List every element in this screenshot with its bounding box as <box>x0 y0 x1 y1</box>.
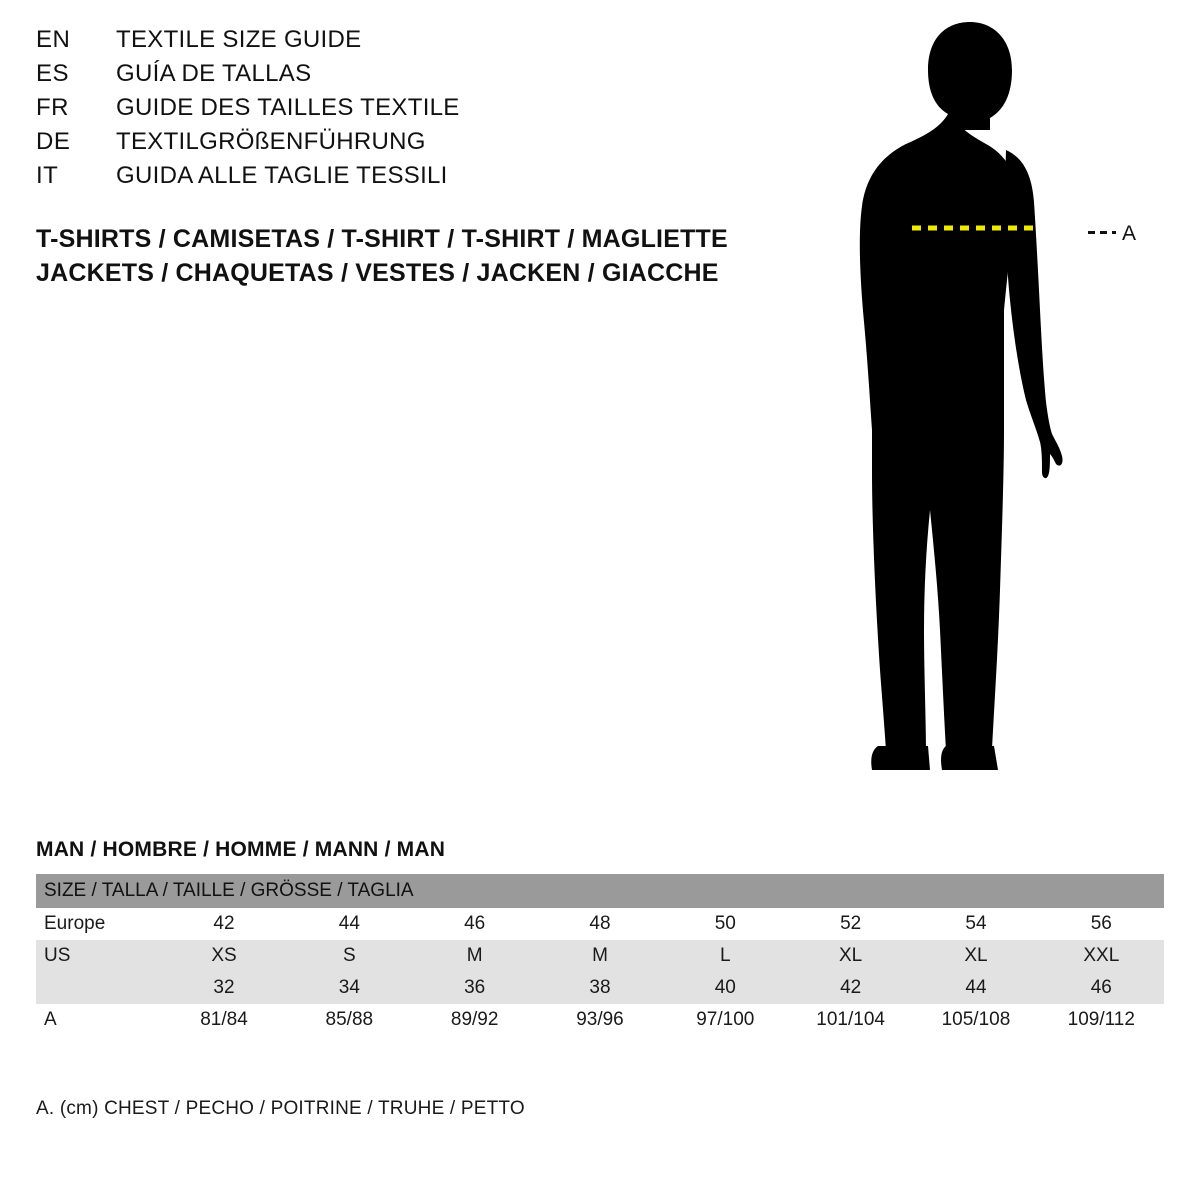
cell-europe-2: 46 <box>412 908 537 940</box>
language-row-en <box>36 26 796 60</box>
cell-numeric-2: 36 <box>412 972 537 1004</box>
cell-europe-0: 42 <box>161 908 286 940</box>
language-text-en: TEXTILE SIZE GUIDE <box>116 26 362 53</box>
row-label-a: A <box>36 1004 161 1036</box>
cell-us-4: L <box>663 940 788 972</box>
cell-europe-4: 50 <box>663 908 788 940</box>
language-code-es: ES <box>36 60 70 87</box>
cell-a-4: 97/100 <box>663 1004 788 1036</box>
cell-numeric-0: 32 <box>161 972 286 1004</box>
cell-a-6: 105/108 <box>913 1004 1038 1036</box>
row-label-europe: Europe <box>36 908 161 940</box>
cell-europe-7: 56 <box>1039 908 1164 940</box>
cell-us-0: XS <box>161 940 286 972</box>
cell-europe-6: 54 <box>913 908 1038 940</box>
table-row <box>36 972 1164 1004</box>
cell-us-2: M <box>412 940 537 972</box>
row-label-numeric <box>36 972 161 1004</box>
body-silhouette-figure <box>820 10 1180 800</box>
category-line-jackets: JACKETS / CHAQUETAS / VESTES / JACKEN / GIACCHE <box>36 259 719 287</box>
row-label-us: US <box>36 940 161 972</box>
language-code-it: IT <box>36 162 59 189</box>
cell-a-2: 89/92 <box>412 1004 537 1036</box>
chest-measure-label: A <box>1122 222 1137 245</box>
footnote-chest-measurement: A. (cm) CHEST / PECHO / POITRINE / TRUHE / PETTO <box>36 1098 525 1119</box>
language-code-en: EN <box>36 26 71 53</box>
size-table-section <box>36 838 1164 1036</box>
category-line-tshirts: T-SHIRTS / CAMISETAS / T-SHIRT / T-SHIRT / MAGLIETTE <box>36 225 728 253</box>
cell-europe-1: 44 <box>287 908 412 940</box>
cell-a-7: 109/112 <box>1039 1004 1164 1036</box>
cell-a-3: 93/96 <box>537 1004 662 1036</box>
cell-a-5: 101/104 <box>788 1004 913 1036</box>
cell-a-1: 85/88 <box>287 1004 412 1036</box>
cell-us-5: XL <box>788 940 913 972</box>
cell-numeric-6: 44 <box>913 972 1038 1004</box>
language-code-fr: FR <box>36 94 69 121</box>
cell-us-6: XL <box>913 940 1038 972</box>
language-row-it <box>36 162 796 196</box>
table-title-man: MAN / HOMBRE / HOMME / MANN / MAN <box>36 838 446 861</box>
language-text-es: GUÍA DE TALLAS <box>116 60 312 87</box>
language-row-es <box>36 60 796 94</box>
chest-leader-dashes <box>1088 231 1116 234</box>
man-silhouette-icon <box>820 10 1180 800</box>
table-row <box>36 1004 1164 1036</box>
cell-numeric-5: 42 <box>788 972 913 1004</box>
cell-us-1: S <box>287 940 412 972</box>
size-table <box>36 874 1164 1036</box>
cell-a-0: 81/84 <box>161 1004 286 1036</box>
table-header-label: SIZE / TALLA / TAILLE / GRÖSSE / TAGLIA <box>36 874 1164 908</box>
language-text-de: TEXTILGRÖßENFÜHRUNG <box>116 128 426 155</box>
cell-numeric-7: 46 <box>1039 972 1164 1004</box>
language-row-de <box>36 128 796 162</box>
table-row <box>36 940 1164 972</box>
cell-europe-5: 52 <box>788 908 913 940</box>
cell-us-7: XXL <box>1039 940 1164 972</box>
cell-numeric-4: 40 <box>663 972 788 1004</box>
language-text-fr: GUIDE DES TAILLES TEXTILE <box>116 94 460 121</box>
language-row-fr <box>36 94 796 128</box>
category-block <box>36 222 836 290</box>
table-row <box>36 908 1164 940</box>
table-header-row <box>36 874 1164 908</box>
cell-numeric-3: 38 <box>537 972 662 1004</box>
language-code-de: DE <box>36 128 71 155</box>
cell-numeric-1: 34 <box>287 972 412 1004</box>
cell-us-3: M <box>537 940 662 972</box>
cell-europe-3: 48 <box>537 908 662 940</box>
language-header-block <box>36 26 796 196</box>
language-text-it: GUIDA ALLE TAGLIE TESSILI <box>116 162 448 189</box>
